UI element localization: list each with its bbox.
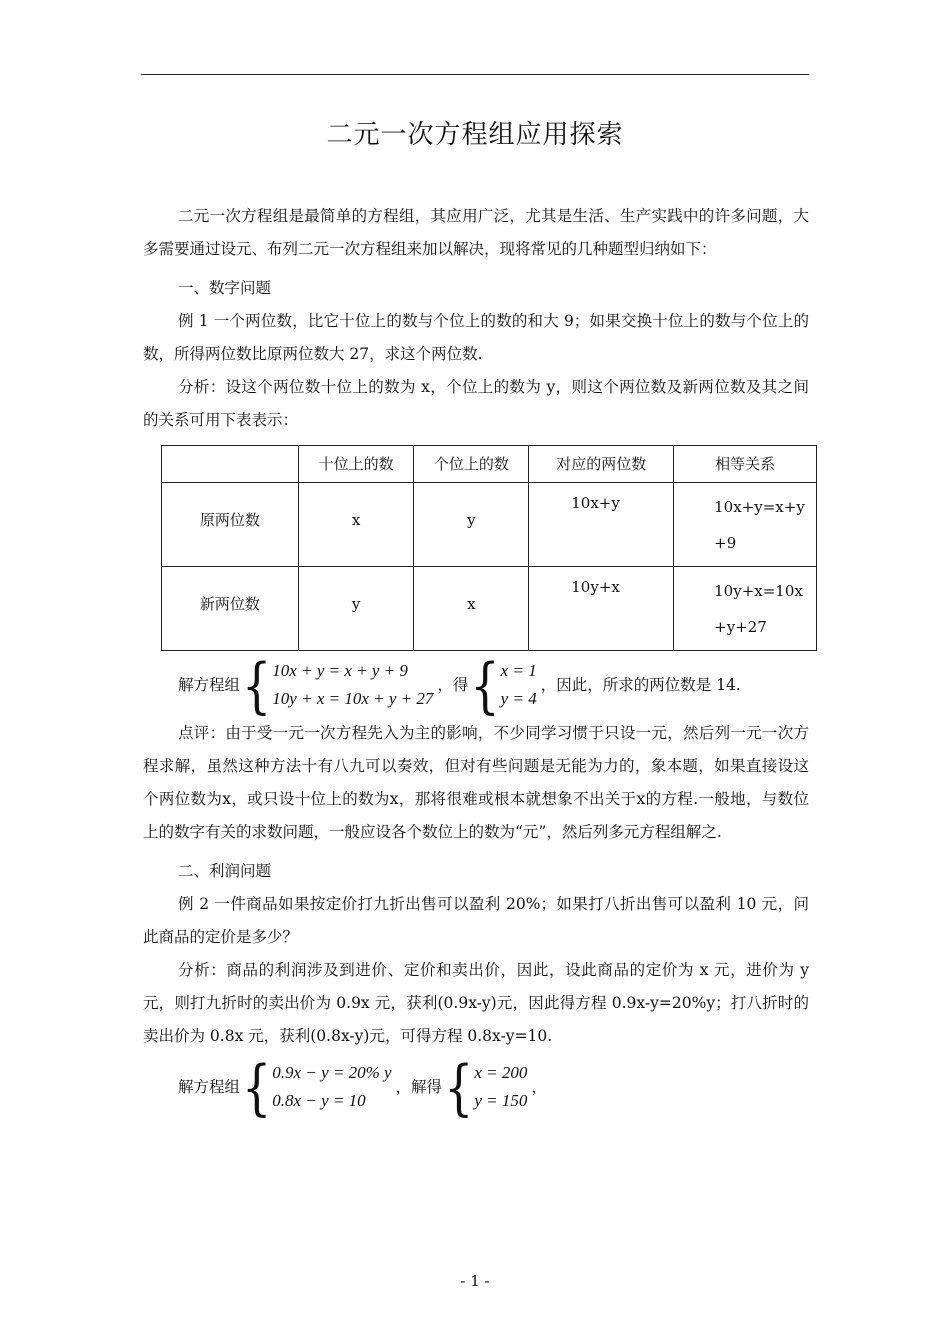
table-cell: 新两位数 — [199, 595, 260, 613]
table-header-cell: 个位上的数 — [414, 446, 529, 483]
analysis1-paragraph: 分析：设这个两位数十位上的数为 x，个位上的数为 y，则这个两位数及新两位数及其之间的关系可用下表表示： — [143, 378, 809, 429]
table-cell: 原两位数 — [199, 511, 260, 529]
table-header-cell: 对应的两位数 — [529, 446, 674, 483]
brace-icon: { — [242, 1051, 272, 1123]
table-cell: 10y+x=10x+y+27 — [714, 582, 803, 636]
equation: 10y + x = 10x + y + 27 — [272, 689, 434, 708]
document-body — [143, 200, 809, 1123]
solve-mid: ，解得 — [395, 1078, 443, 1096]
table-cell: 10x+y=x+y+9 — [714, 498, 805, 552]
table-header-row — [162, 446, 817, 483]
section1-heading: 一、数字问题 — [178, 279, 272, 297]
equation: 0.8x − y = 10 — [272, 1091, 366, 1110]
equation: 10x + y = x + y + 9 — [272, 661, 408, 680]
brace-icon: { — [470, 649, 500, 721]
example2-paragraph: 例 2 一件商品如果按定价打九折出售可以盈利 20%；如果打八折出售可以盈利 10 元，问此商品的定价是多少？ — [143, 895, 809, 946]
solution1-line — [143, 649, 809, 721]
digit-relation-table — [161, 445, 817, 651]
comment-paragraph: 点评：由于受一元一次方程先入为主的影响，不少同学习惯于只设一元，然后列一元一次方程求解，虽然这种方法十有八九可以奏效，但对有些问题是无能为力的，象本题，如果直接设这个两位数为x，或只设十位上的数为x，那将很难或根本就想象不出关于x的方程.一般地，与数位上的数字有关的求数问题，一般应设各个数位上的数为“元”，然后列多元方程组解之. — [143, 724, 809, 841]
solve-prefix: 解方程组 — [178, 676, 241, 694]
solve-suffix: ， — [531, 1078, 547, 1096]
equation: x = 200 — [474, 1063, 528, 1082]
solution-system — [470, 649, 537, 721]
equation: y = 4 — [500, 689, 537, 708]
brace-icon: { — [242, 649, 272, 721]
equation: 0.9x − y = 20% y — [272, 1063, 392, 1082]
section2-heading: 二、利润问题 — [178, 862, 272, 880]
intro-paragraph: 二元一次方程组是最简单的方程组，其应用广泛，尤其是生活、生产实践中的许多问题，大多需要通过设元、布列二元一次方程组来加以解决，现将常见的几种题型归纳如下： — [143, 207, 809, 258]
solve-suffix: ，因此，所求的两位数是 14. — [540, 676, 741, 694]
example1-paragraph: 例 1 一个两位数，比它十位上的数与个位上的数的和大 9；如果交换十位上的数与个位上的数，所得两位数比原两位数大 27，求这个两位数. — [143, 312, 809, 363]
table-cell: x — [467, 595, 476, 613]
page-title: 二元一次方程组应用探索 — [326, 120, 624, 150]
table-cell: 10y+x — [571, 578, 620, 596]
equation-system — [242, 649, 434, 721]
equation: y = 150 — [474, 1091, 528, 1110]
solve-mid: ，得 — [437, 676, 469, 694]
table-header-cell — [162, 446, 299, 483]
table-cell: 10x+y — [571, 494, 620, 512]
table-cell: y — [351, 595, 361, 613]
table-header-cell: 相等关系 — [674, 446, 817, 483]
table-row — [162, 483, 817, 567]
page-number: - 1 - — [460, 1272, 490, 1290]
solve-prefix: 解方程组 — [178, 1078, 241, 1096]
header-rule — [141, 74, 809, 75]
table-cell: y — [467, 511, 476, 529]
equation-system — [242, 1051, 392, 1123]
equation: x = 1 — [500, 661, 537, 680]
table-header-cell: 十位上的数 — [298, 446, 414, 483]
brace-icon: { — [444, 1051, 474, 1123]
analysis2-paragraph: 分析：商品的利润涉及到进价、定价和卖出价，因此，设此商品的定价为 x 元，进价为 y 元，则打九折时的卖出价为 0.9x 元，获利(0.9x-y)元，因此得方程 0.9x-y=20%y；打八折时的卖出价为 0.8x 元，获利(0.8x-y)元，可得方程 0.8x-y=10. — [143, 961, 809, 1045]
table-row — [162, 567, 817, 651]
solution2-line — [143, 1051, 809, 1123]
table-cell: x — [351, 511, 361, 529]
solution-system — [444, 1051, 528, 1123]
